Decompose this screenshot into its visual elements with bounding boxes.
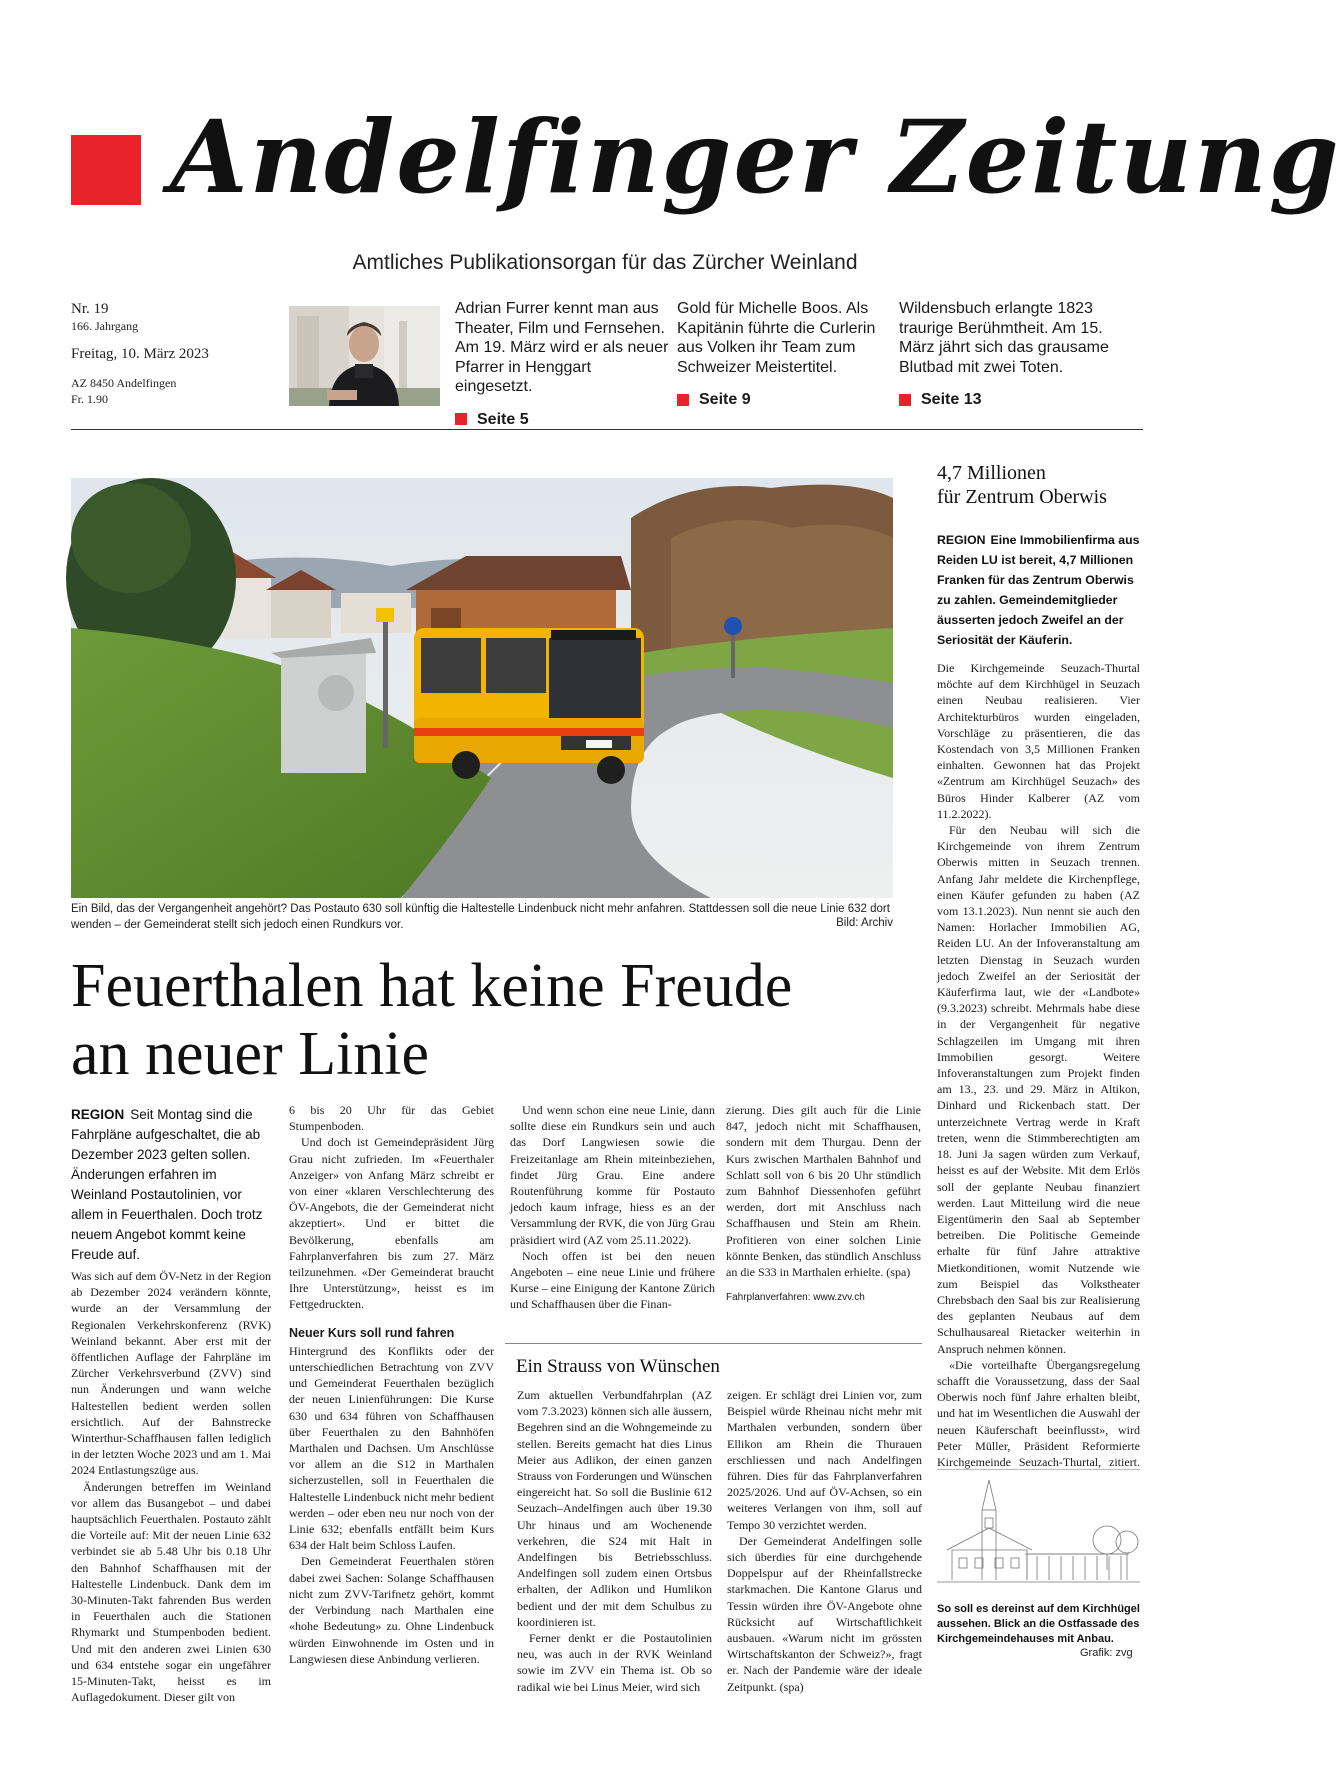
main-article-photo[interactable] — [71, 478, 893, 898]
brand-red-square — [71, 135, 141, 205]
lead-text: Seit Montag sind die Fahrpläne aufgeschaltet, die ab Dezember 2023 gelten sollen. Änderungen erfahren im Weinland Postautolinien, vor allem in Feuerthalen. Doch trotz neuem Angebot kommt keine Freude auf. — [71, 1107, 263, 1262]
issue-volume: 166. Jahrgang — [71, 319, 139, 333]
teaser-portrait-photo[interactable] — [289, 306, 440, 406]
paragraph: 6 bis 20 Uhr für das Gebiet Stumpenboden. — [289, 1103, 494, 1134]
article-column-1 — [71, 1268, 271, 1705]
article-column-4 — [726, 1102, 921, 1306]
headline-line-2: an neuer Linie — [71, 1020, 430, 1088]
sub-article-column-1 — [517, 1387, 712, 1695]
paragraph: Ferner denkt er die Postautolinien neu, was auch in der RVK Weinland sowie im ZVV ein Thema ist. Ob so radikal wie bei Linus Meier, wird sich — [517, 1631, 712, 1694]
church-building-graphic[interactable] — [937, 1469, 1140, 1599]
sidebar-body — [937, 660, 1140, 1503]
sub-article-column-2 — [727, 1387, 922, 1695]
photo-caption: Ein Bild, das der Vergangenheit angehört? Das Postauto 630 soll künftig die Haltestelle Lindenbuck nicht mehr anfahren. Stattdessen soll die neue Linie 632 dort wenden – der Gemeinderat stellt sich jedoch einen Rundkurs vor. — [71, 903, 890, 931]
teaser-page-label: Seite 13 — [921, 391, 982, 408]
sidebar-headline-line-2: für Zentrum Oberwis — [937, 486, 1107, 508]
newspaper-tagline: Amtliches Publikationsorgan für das Zürcher Weinland — [352, 251, 858, 274]
sidebar-lead-keyword: REGION — [937, 533, 986, 547]
paragraph: Änderungen betreffen im Weinland vor allem das Busangebot – und dabei hauptsächlich Feuerthalen. Postauto zählt die Vorteile auf: Mit der neuen Linie 632 verbindet sie ab 5.48 Uhr bis 0.18 Uhr den Bahnhof Schaffhausen mit der Haltestelle Lindenbuck. Dank dem im 30-Minuten-Takt fahrenden Bus werden in Feuerthalen auch die Stationen Rhymarkt und Stumpenboden bedient. Und mit den anderen zwei Linien 630 und 634 entstehe sogar ein ungefährer 15-Minuten-Takt, heisst es im Auflagedokument. Dieser gilt von — [71, 1479, 271, 1705]
sub-article-divider — [505, 1343, 922, 1344]
paragraph: Die Kirchgemeinde Seuzach-Thurtal möchte auf dem Kirchhügel in Seuzach einen Neubau realisieren. Vier Architekturbüros wurden eingeladen, Vorschläge zu präsentieren, die das Kostendach von 3,5 Millionen Franken einhalten. Gewonnen hat das Projekt «Zentrum am Kirchhügel Seuzach» des Büros Hinder Kalberer (AZ vom 11.2.2022). — [937, 661, 1140, 821]
teaser-boos[interactable] — [677, 299, 892, 410]
teaser-page-ref[interactable] — [677, 390, 892, 410]
photo-credit: Bild: Archiv — [836, 917, 893, 929]
issue-price: Fr. 1.90 — [71, 392, 109, 406]
graphic-credit: Grafik: zvg — [1080, 1647, 1133, 1659]
article-column-3 — [510, 1102, 715, 1313]
paragraph: Noch offen ist bei den neuen Angeboten – eine neue Linie und frühere Kurse – eine Einigung der Kantone Zürich und Schaffhausen über die Finan- — [510, 1248, 715, 1312]
sidebar-headline[interactable] — [937, 461, 1147, 509]
sub-article-headline[interactable]: Ein Strauss von Wünschen — [516, 1356, 720, 1377]
paragraph: Und doch ist Gemeindepräsident Jürg Grau nicht zufrieden. Im «Feuerthaler Anzeiger» von Anfang März schreibt er von einer «klaren Verschlechterung des ÖV-Angebots, die der Gemeinderat nicht akzeptiert». Und er bittet die Bevölkerung, ebenfalls am Fahrplanverfahren bis zum 27. März teilzunehmen. «Der Gemeinderat braucht Ihre Unterstützung», heisst es im Fettgedruckten. — [289, 1135, 494, 1312]
red-square-bullet-icon — [677, 394, 689, 406]
paragraph: Den Gemeinderat Feuerthalen stören dabei zwei Sachen: Solange Schaffhausen nicht zum ZVV-Tarifnetz gehört, kommt der Verbindung nach Marthalen eine «hohe Bedeutung» zu. Ohne Lindenbuck würden Einwohnende im Osten und in Langwiesen diese Anbindung verlieren. — [289, 1554, 494, 1666]
teaser-page-label: Seite 5 — [477, 410, 529, 428]
teaser-wildensbuch[interactable] — [899, 299, 1114, 410]
red-square-bullet-icon — [899, 394, 911, 406]
paragraph: zeigen. Er schlägt drei Linien vor, zum Beispiel würde Rheinau nicht mehr mit Marthalen verbunden, sondern über Ellikon am Rhein die Thurauen erschliessen und nach Andelfingen führen. Dies für das Fahrplanverfahren 2025/2026. Und auf ÖV-Achsen, so ein weiteres Verlangen von ihm, soll auf Tempo 30 verzichtet werden. — [727, 1388, 922, 1532]
teaser-text: Gold für Michelle Boos. Als Kapitänin führte die Curlerin aus Volken ihr Team zum Schweizer Meistertitel. — [677, 300, 876, 376]
red-square-bullet-icon — [455, 413, 467, 425]
lead-keyword: REGION — [71, 1107, 125, 1122]
issue-address: AZ 8450 Andelfingen — [71, 376, 177, 390]
headline-line-1: Feuerthalen hat keine Freude — [71, 952, 793, 1020]
sidebar-lead — [937, 530, 1140, 650]
issue-info — [71, 300, 231, 407]
issue-number: Nr. 19 — [71, 301, 109, 317]
header-divider — [71, 429, 1143, 430]
teaser-furrer[interactable] — [455, 299, 670, 429]
paragraph: Zum aktuellen Verbundfahrplan (AZ vom 7.3.2023) können sich alle äussern, Begehren sind an die Wohngemeinde zu stellen. Bereits gemacht hat dies Linus Meier aus Adlikon, der einen ganzen Strauss von Forderungen und Wünschen eingereicht hat. So soll die Buslinie 612 Seuzach–Andelfingen auch über 19.30 Uhr hinaus und am Wochenende verkehren, die S24 mit Halt in Andelfingen bis Betriebsschluss. Andelfingen soll zudem einen Ortsbus erhalten, der Adlikon und Humlikon bedient und der mit dem Schulbus zu koordinieren ist. — [517, 1388, 712, 1629]
main-headline[interactable] — [71, 952, 911, 1088]
paragraph: Und wenn schon eine neue Linie, dann sollte diese ein Rundkurs sein und auch das Dorf Langwiesen sowie die Freizeitanlage am Rhein miteinbeziehen, findet Jürg Grau. Eine andere Routenführung komme für Postauto jedoch kaum infrage, hiess es an der Versammlung der RVK, die von Jürg Grau präsidiert wird (AZ vom 25.11.2022). — [510, 1103, 715, 1247]
paragraph: Was sich auf dem ÖV-Netz in der Region ab Dezember 2024 verändern könnte, wurde an der Versammlung der Regionalen Verkehrskonferenz (RVK) Weinland bekannt. Aber erst mit der öffentlichen Auflage der Fahrpläne im Zürcher Verkehrsverbund (ZVV) sind nun Änderungen und wann welche Haltestellen bedient werden sollen ersichtlich. Auf der Bahnstrecke Winterthur-Schaffhausen fallen lediglich in der letzten Woche 2023 und am 1. Mai 2024 Entlastungszüge aus. — [71, 1269, 271, 1478]
paragraph: Hintergrund des Konflikts oder der unterschiedlichen Betrachtung von ZVV und Gemeinderat Feuerthalen bezüglich der neuen Linienführungen: Die Kurse 630 und 634 führen von Schaffhausen über Feuerthalen zu den Bahnhöfen Marthalen und Dachsen. Um Anschlüsse vor allem an die S12 in Marthalen sicherzustellen, soll in Feuerthalen die Haltestelle Lindenbuck nicht mehr bedient werden – oder eben neu nur noch von der Linie 632; ebenfalls entfällt beim Kurs 634 der Halt beim Schloss Laufen. — [289, 1343, 494, 1553]
paragraph: zierung. Dies gilt auch für die Linie 847, jedoch nicht mit Schaffhausen, sondern mit dem Thurgau. Denn der Kurs zwischen Marthalen Bahnhof und Schlatt soll von 6 bis 20 Uhr stündlich zum Bahnhof Diessenhofen geführt werden, dort mit Anschluss nach Schaffhausen und Stein am Rhein. Profitieren von einer solchen Linie könnte Benken, das stündlich Anschluss an die S33 in Marthalen erhielte. (spa) — [726, 1103, 921, 1280]
teaser-page-ref[interactable] — [455, 410, 670, 430]
teaser-page-label: Seite 9 — [699, 391, 751, 408]
paragraph: «Die vorteilhafte Übergangsregelung schafft die Voraussetzung, dass der Saal Oberwis noch fünf Jahre erhalten bleibt, und hat im Wesentlichen die Auswahl der neuen Käuferschaft beeinflusst», wird Peter Müller, Präsident Reformierte Kirchgemeinde Seuzach-Thurtal, zitiert. — [937, 1357, 1140, 1469]
sidebar-lead-text: Eine Immobilienfirma aus Reiden LU ist bereit, 4,7 Millionen Franken für das Zentrum Oberwis zu zahlen. Gemeindemitglieder äusserten jedoch Zweifel an der Seriosität der Käuferin. — [937, 533, 1140, 647]
graphic-caption: So soll es dereinst auf dem Kirchhügel aussehen. Blick an die Ostfassade des Kirchgemeindehauses mit Anbau. — [937, 1603, 1140, 1645]
teaser-text: Adrian Furrer kennt man aus Theater, Film und Fernsehen. Am 19. März wird er als neuer Pfarrer in Henggart eingesetzt. — [455, 300, 669, 395]
article-lead — [71, 1105, 271, 1265]
teaser-text: Wildensbuch erlangte 1823 traurige Berühmtheit. Am 15. März jährt sich das grausame Blutbad mit zwei Toten. — [899, 300, 1109, 376]
newspaper-title: Andelfinger Zeitung — [170, 98, 1341, 216]
issue-date: Freitag, 10. März 2023 — [71, 346, 209, 362]
subheading: Neuer Kurs soll rund fahren — [289, 1325, 455, 1340]
source-link[interactable]: Fahrplanverfahren: www.zvv.ch — [726, 1292, 865, 1304]
paragraph: Der Gemeinderat Andelfingen solle sich überdies für eine durchgehende Doppelspur auf der Rheinfallstrecke starkmachen. Die Kantone Glarus und Tessin würden ihre ÖV-Angebote ohne Rücksicht auf Wirtschaftlichkeit ausbauen. «Warum nicht im grössten Wirtschaftskanton der Schweiz?», fragt er. Nach der Pandemie wäre der ideale Zeitpunkt. (spa) — [727, 1533, 922, 1694]
sidebar-headline-line-1: 4,7 Millionen — [937, 462, 1046, 484]
teaser-page-ref[interactable] — [899, 390, 1114, 410]
article-column-2 — [289, 1102, 494, 1667]
paragraph: Für den Neubau will sich die Kirchgemeinde von ihrem Zentrum Oberwis mitten in Seuzach trennen. Anfang Jahr meldete die Kirchenpflege, einen Käufer gefunden zu haben (AZ vom 13.1.2023). Nun nennt sie auch den Namen: Horlacher Immobilien AG, Reiden LU. An der Infoveranstaltung am letzten Dienstag in Seuzach wurden jedoch Zweifel an der Seriosität der Käuferfirma laut, wie der «Landbote» (9.3.2023) schreibt. Mehrmals habe diese in der Vergangenheit für negative Schlagzeilen im Umgang mit ihren Immobilien gesorgt. Weitere Infoveranstaltungen zum Projekt finden am 13., 23. und 29. März in Altikon, Dinhard und Rickenbach statt. Der unterzeichnete Vertrag werde in Kraft treten, wenn die Stimmberechtigten am 18. Juni Ja sagen würden zum Verkauf, heisst es auf der Website. Mit dem Erlös soll der geplante Neubau finanziert werden. Laut Mitteilung wird die neue Eigentümerin den Saal ab September betreiben. Die Politische Gemeinde erhalte für fünf Jahre attraktive Mietkonditionen, womit Nutzende wie zum Beispiel das Volkstheater Chrebsbach den Saal bis zur Realisierung des geplanten Neubaus auf dem Schulhausareal Rietacker weiterhin in Anspruch nehmen können. — [937, 823, 1140, 1356]
